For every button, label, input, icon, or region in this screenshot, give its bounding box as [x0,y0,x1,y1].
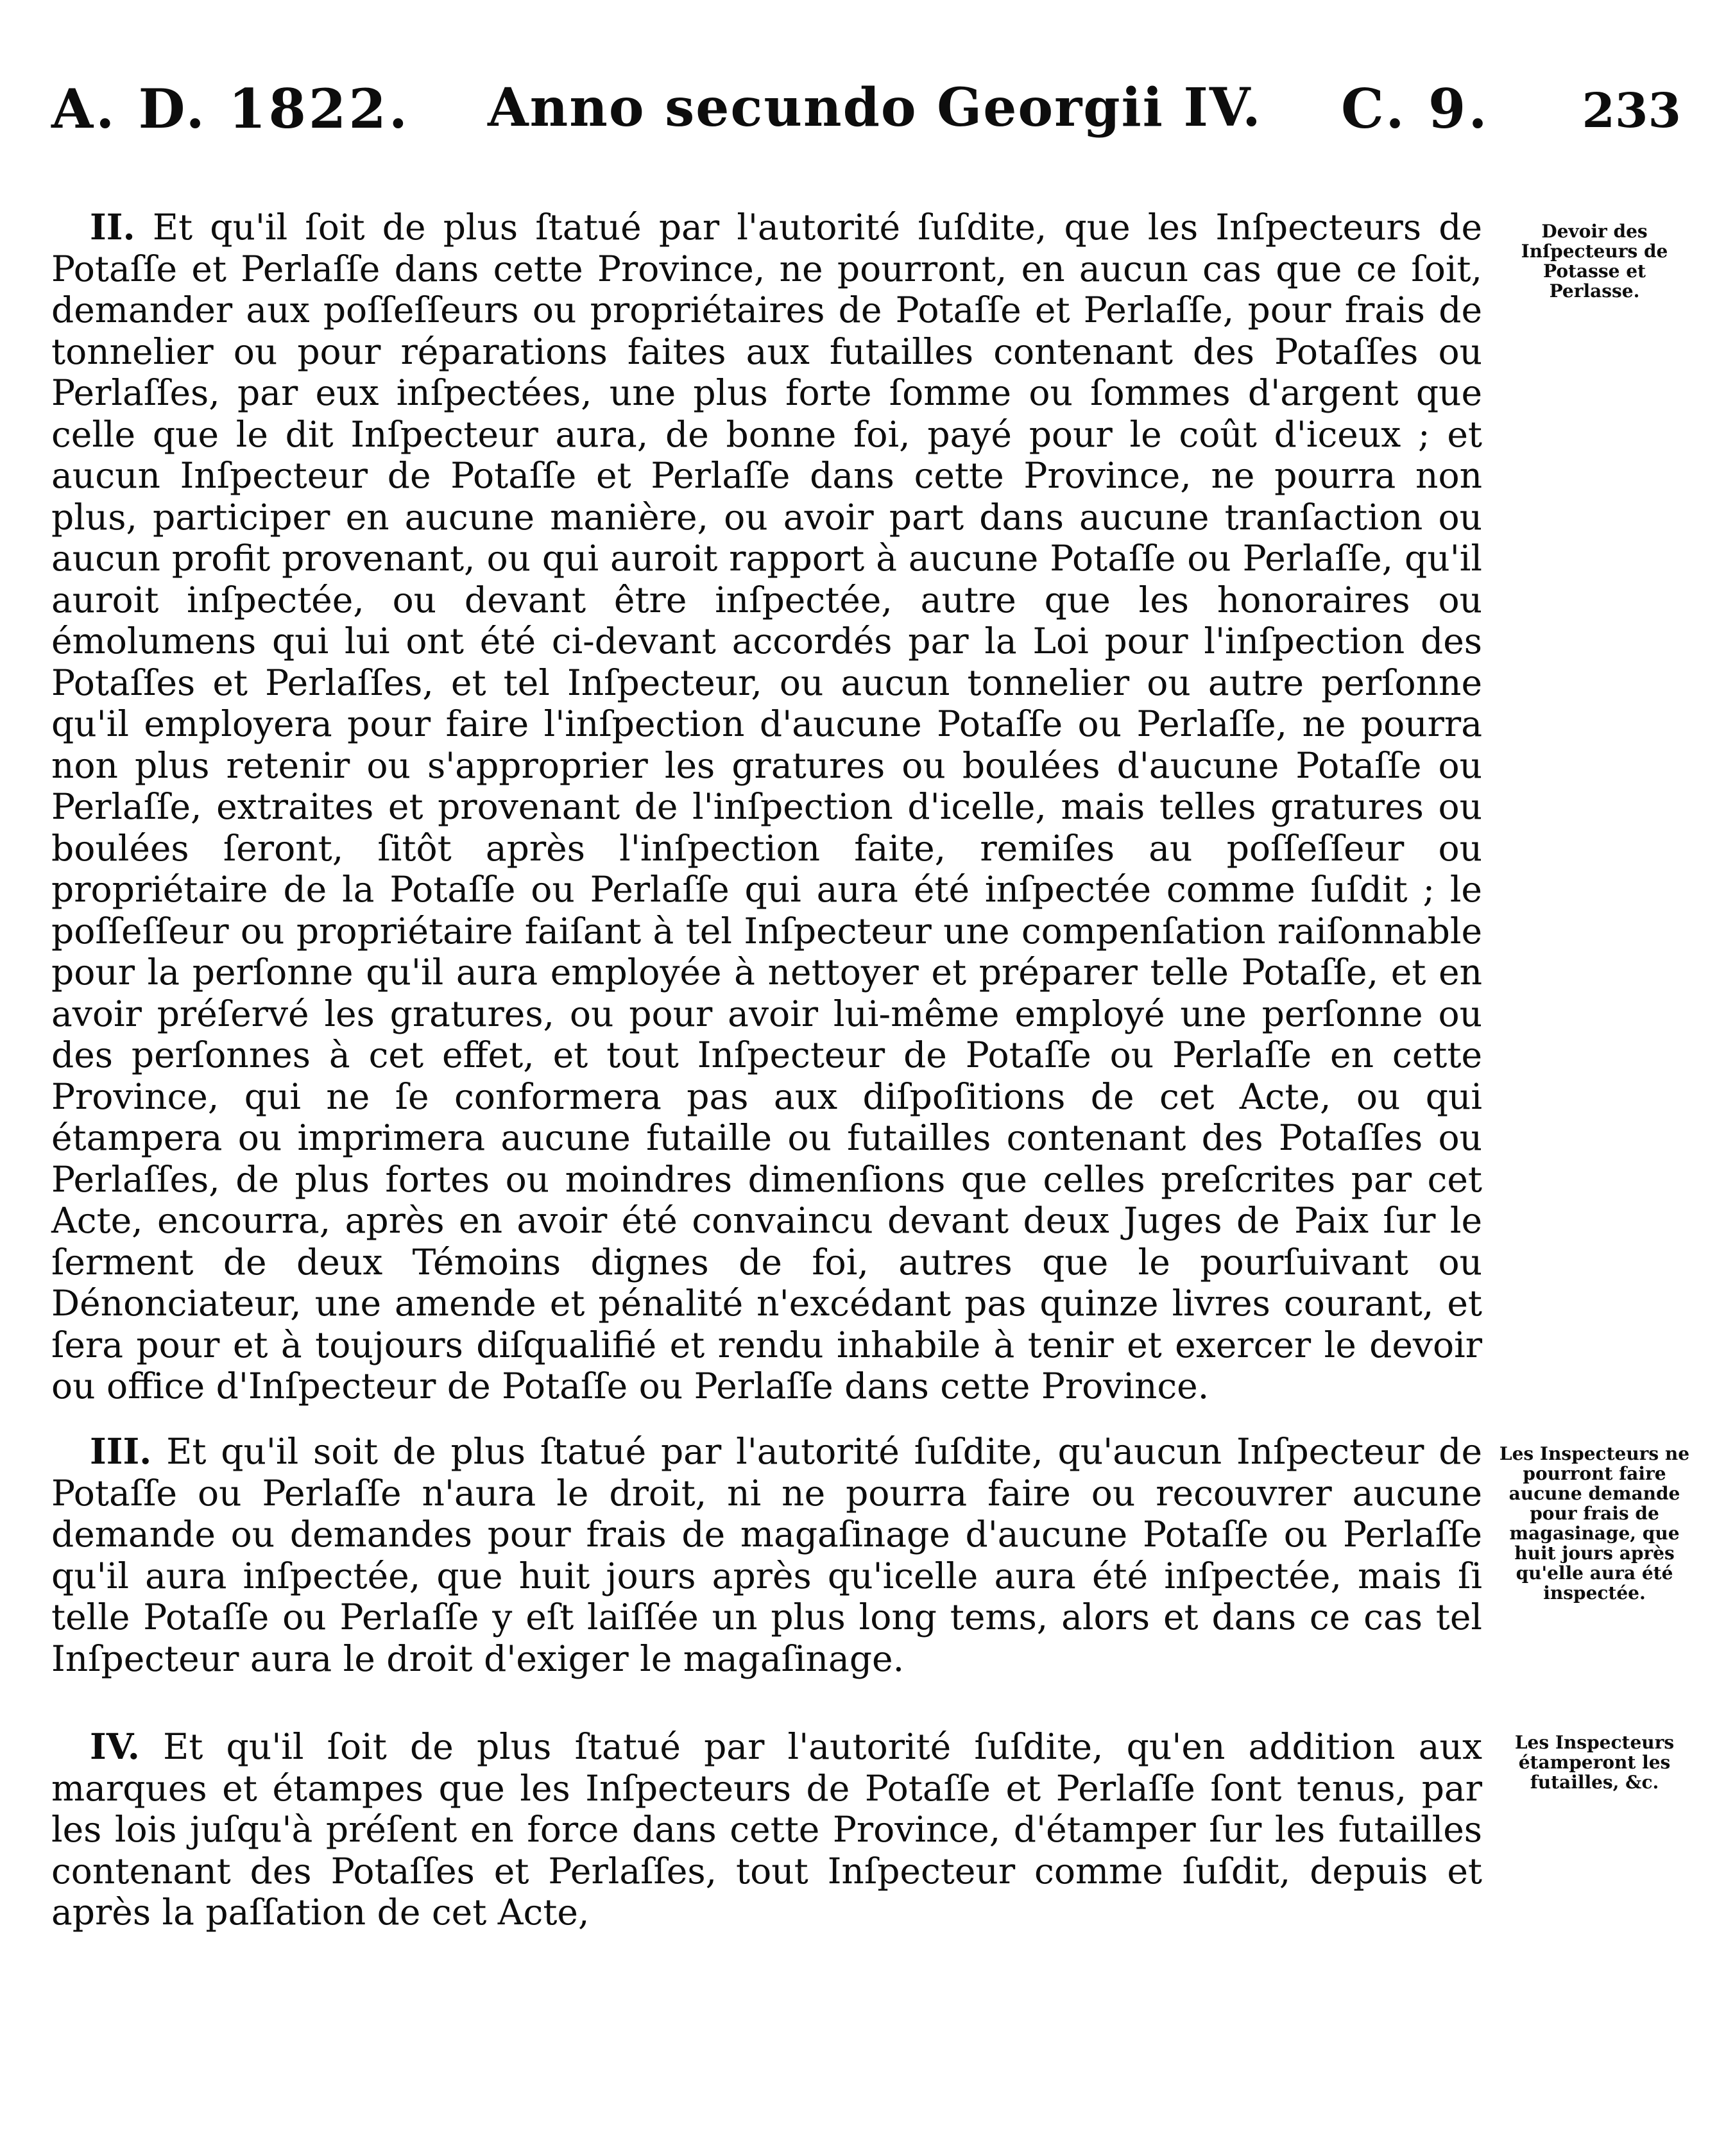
section-text: Et qu'il ſoit de plus ſtatué par l'autorité ſuſdite, qu'en addition aux marques et étampes que les Inſpecteurs de Potaſſe et Perlaſſe ſont tenus, par les lois juſqu'à préſent en force dans cette Province, d'étamper ſur les futailles contenant des Potaſſes et Perlaſſes, tout Inſpecteur comme ſuſdit, depuis et après la paſſation de cet Acte, [51,1726,1482,1933]
section-iv-paragraph [51,1726,1482,1933]
section-ii [51,207,1482,1407]
section-number: II. [90,206,135,248]
margin-note-iv: Les Inspecteurs étamperont les futailles, &c. [1514,1732,1675,1793]
section-number: III. [90,1430,152,1472]
margin-note-iii: Les Inspecteurs ne pourront faire aucune demande pour frais de magasinage, que huit jours après qu'elle aura été inspectée. [1499,1443,1690,1604]
section-iii [51,1431,1482,1679]
header-reign: Anno secundo Georgii IV. [488,77,1262,139]
page-number: 233 [1582,83,1681,139]
page-header [51,77,1694,148]
section-text: Et qu'il soit de plus ſtatué par l'autorité ſuſdite, qu'aucun Inſpecteur de Potaſſe ou Perlaſſe n'aura le droit, ni ne pourra faire ou recouvrer aucune demande ou demandes pour frais de magaſinage d'aucune Potaſſe ou Perlaſſe qu'il aura inſpectée, que huit jours après qu'icelle aura été inſpectée, mais ſi telle Potaſſe ou Perlaſſe y eſt laiſſée un plus long tems, alors et dans ce cas tel Inſpecteur aura le droit d'exiger le magaſinage. [51,1431,1482,1679]
section-number: IV. [90,1725,140,1767]
section-text: Et qu'il ſoit de plus ſtatué par l'autorité ſuſdite, que les Inſpecteurs de Potaſſe et Perlaſſe dans cette Province, ne pourront, en aucun cas que ce ſoit, demander aux poſſeſſeurs ou propriétaires de Potaſſe et Perlaſſe, pour frais de tonnelier ou pour réparations faites aux futailles contenant des Potaſſes ou Perlaſſes, par eux inſpectées, une plus forte ſomme ou ſommes d'argent que celle que le dit Inſpecteur aura, de bonne foi, payé pour le coût d'iceux ; et aucun Inſpecteur de Potaſſe et Perlaſſe dans cette Province, ne pourra non plus, participer en aucune manière, ou avoir part dans aucune tranſaction ou aucun profit provenant, ou qui auroit rapport à aucune Potaſſe ou Perlaſſe, qu'il auroit inſpectée, ou devant être inſpectée, autre que les honoraires ou émolumens qui lui ont été ci-devant accordés par la Loi pour l'inſpection des Potaſſes et Perlaſſes, et tel Inſpecteur, ou aucun tonnelier ou autre perſonne qu'il employera pour faire l'inſpection d'aucune Potaſſe ou Perlaſſe, ne pourra non plus retenir ou s'approprier les gratures ou boulées d'aucune Potaſſe ou Perlaſſe, extraites et provenant de l'inſpection d'icelle, mais telles gratures ou boulées ſeront, ſitôt après l'inſpection faite, remiſes au poſſeſſeur ou propriétaire de la Potaſſe ou Perlaſſe qui aura été inſpectée comme ſuſdit ; le poſſeſſeur ou propriétaire faiſant à tel Inſpecteur une compenſation raiſonnable pour la perſonne qu'il aura employée à nettoyer et préparer telle Potaſſe, et en avoir préſervé les gratures, ou pour avoir lui-même employé une perſonne ou des perſonnes à cet effet, et tout Inſpecteur de Potaſſe ou Perlaſſe en cette Province, qui ne ſe conformera pas aux diſpoſitions de cet Acte, ou qui étampera ou imprimera aucune futaille ou futailles contenant des Potaſſes ou Perlaſſes, de plus fortes ou moindres dimenſions que celles preſcrites par cet Acte, encourra, après en avoir été convaincu devant deux Juges de Paix ſur le ſerment de deux Témoins dignes de foi, autres que le pourſuivant ou Dénonciateur, une amende et pénalité n'excédant pas quinze livres courant, et ſera pour et à toujours diſqualifié et rendu inhabile à tenir et exercer le devoir ou office d'Inſpecteur de Potaſſe ou Perlaſſe dans cette Province. [51,207,1482,1407]
header-chapter: C. 9. [1341,77,1490,141]
section-ii-paragraph [51,207,1482,1407]
header-year: A. D. 1822. [51,77,411,141]
margin-note-ii: Devoir des Inſpecteurs de Potasse et Perlasse. [1521,221,1668,302]
section-iv [51,1726,1482,1933]
section-iii-paragraph [51,1431,1482,1679]
